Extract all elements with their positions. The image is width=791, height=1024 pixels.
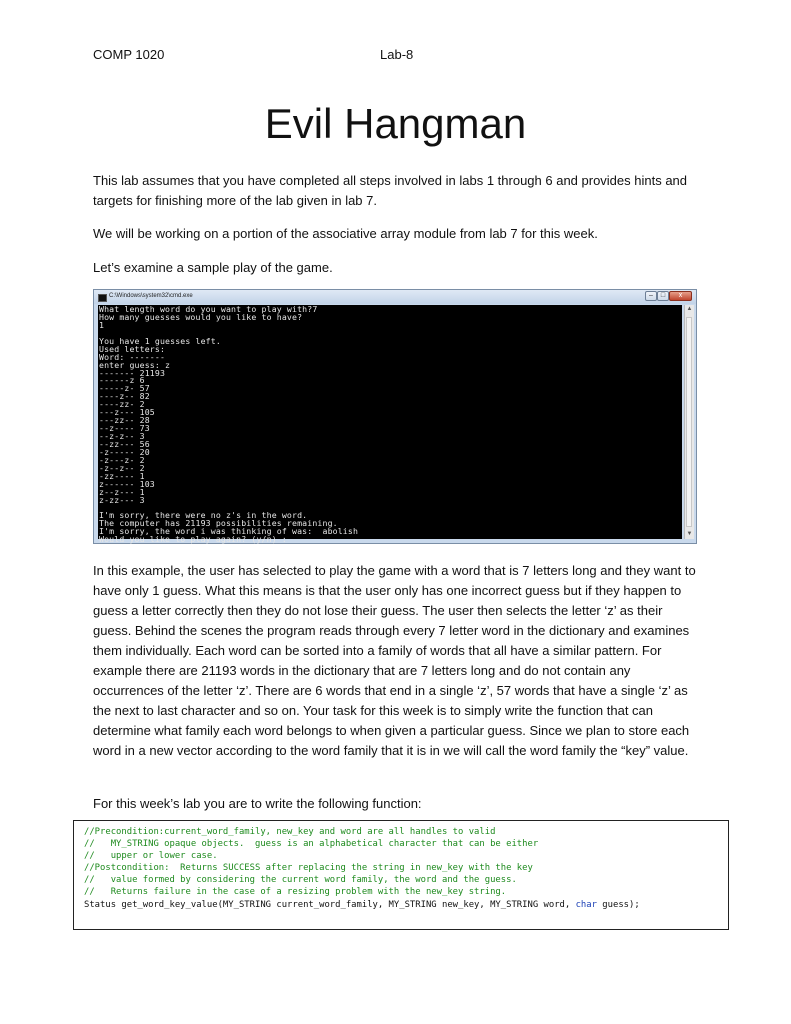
minimize-icon: – — [645, 291, 657, 301]
console-scrollbar — [684, 305, 694, 539]
console-line: 1 — [99, 319, 105, 330]
console-app-icon — [98, 294, 107, 302]
console-line: Word: ------- — [99, 351, 166, 362]
console-line: What length word do you want to play with?7 — [99, 304, 318, 314]
console-line: enter guess: z — [99, 359, 171, 370]
console-line: z--z--- 1 — [99, 486, 145, 497]
console-line: ----z-- 82 — [99, 391, 150, 402]
course-header: COMP 1020 — [93, 47, 165, 62]
intro-paragraph-2: We will be working on a portion of the associative array module from lab 7 for this week. — [93, 226, 598, 241]
console-line: z-zz--- 3 — [99, 494, 145, 505]
console-line: Would you like to play again? (y/n) : — [99, 534, 287, 545]
console-line: --z---- 73 — [99, 423, 150, 434]
close-icon: x — [669, 291, 692, 301]
code-comment-line: //Postcondition: Returns SUCCESS after replacing the string in new_key with the key — [84, 863, 533, 874]
signature-end: guess); — [596, 899, 640, 910]
intro-paragraph-1: This lab assumes that you have completed all steps involved in labs 1 through 6 and provides hints and targets for finishing more of the lab given in lab 7. — [93, 173, 688, 208]
console-line: ------z 6 — [99, 375, 145, 386]
function-code-box — [73, 820, 729, 930]
console-output — [98, 304, 682, 545]
console-line: --z-z-- 3 — [99, 431, 145, 441]
console-line: z------ 103 — [99, 478, 155, 489]
console-line: -zz---- 1 — [99, 470, 145, 481]
console-window-title: C:\Windows\system32\cmd.exe — [109, 293, 193, 299]
console-title-bar — [94, 290, 696, 304]
console-line: I'm sorry, there were no z's in the word. — [99, 510, 308, 521]
code-comment-line: // value formed by considering the current word family, the word and the guess. — [84, 875, 517, 886]
console-line: ---zz-- 28 — [99, 415, 150, 426]
console-line: I'm sorry, the word i was thinking of was: abolish — [99, 526, 359, 537]
console-line: How many guesses would you like to have? — [99, 311, 303, 322]
code-comment-line: // upper or lower case. — [84, 851, 218, 862]
console-line: -z----- 20 — [99, 446, 150, 457]
console-line: ------- 21193 — [99, 367, 166, 378]
console-line: -z---z- 2 — [99, 454, 145, 465]
intro-paragraph-3: Let’s examine a sample play of the game. — [93, 260, 333, 275]
code-comment-line: //Precondition:current_word_family, new_key and word are all handles to valid — [84, 827, 496, 837]
console-line: -z--z-- 2 — [99, 462, 145, 473]
console-line: The computer has 21193 possibilities remaining. — [99, 518, 338, 529]
char-keyword: char — [575, 899, 597, 910]
console-line: You have 1 guesses left. — [99, 335, 221, 346]
console-line: --zz--- 56 — [99, 438, 150, 449]
console-window-screenshot — [93, 289, 697, 544]
task-intro: For this week’s lab you are to write the following function: — [93, 796, 422, 811]
console-line: ---z--- 105 — [99, 407, 155, 418]
console-line: ----zz- 2 — [99, 399, 145, 410]
console-line: -----z- 57 — [99, 383, 150, 394]
signature-text: Status get_word_key_value(MY_STRING current_word_family, MY_STRING new_key, MY_STRING word, — [84, 899, 576, 910]
explanation-paragraph: In this example, the user has selected to play the game with a word that is 7 letters long and they want to have only 1 guess. What this means is that the user only has one incorrect guess but if they happen to guess a letter correctly then they do not lose their guess. The user then selects the letter ‘z’ as their guess. Behind the scenes the program reads through every 7 letter word in the dictionary and examines them individually. Each word can be sorted into a family of words that all have a similar pattern. For example there are 21193 words in the dictionary that are 7 letters long and do not contain any occurrences of the letter ‘z’. There are 6 words that end in a single ‘z’, 57 words that have a single ‘z’ as the next to last character and so on. Your task for this week is to simply write the function that can determine what family each word belongs to when given a particular guess. Since we plan to store each word in a new vector according to the word family that it is in we will call the word family the “key” value. — [93, 563, 696, 758]
lab-header: Lab-8 — [380, 47, 414, 62]
page-title: Evil Hangman — [264, 100, 527, 147]
console-line: Used letters: — [99, 343, 166, 354]
maximize-icon: □ — [657, 291, 669, 301]
scrollbar-thumb — [686, 317, 692, 527]
scroll-up-arrow-icon: ▲ — [686, 306, 693, 312]
scroll-down-arrow-icon: ▼ — [686, 531, 693, 537]
function-signature — [84, 899, 728, 911]
code-comment-line: // MY_STRING opaque objects. guess is an alphabetical character that can be either — [84, 839, 539, 850]
code-comment-line: // Returns failure in the case of a resizing problem with the new_key string. — [84, 887, 507, 898]
